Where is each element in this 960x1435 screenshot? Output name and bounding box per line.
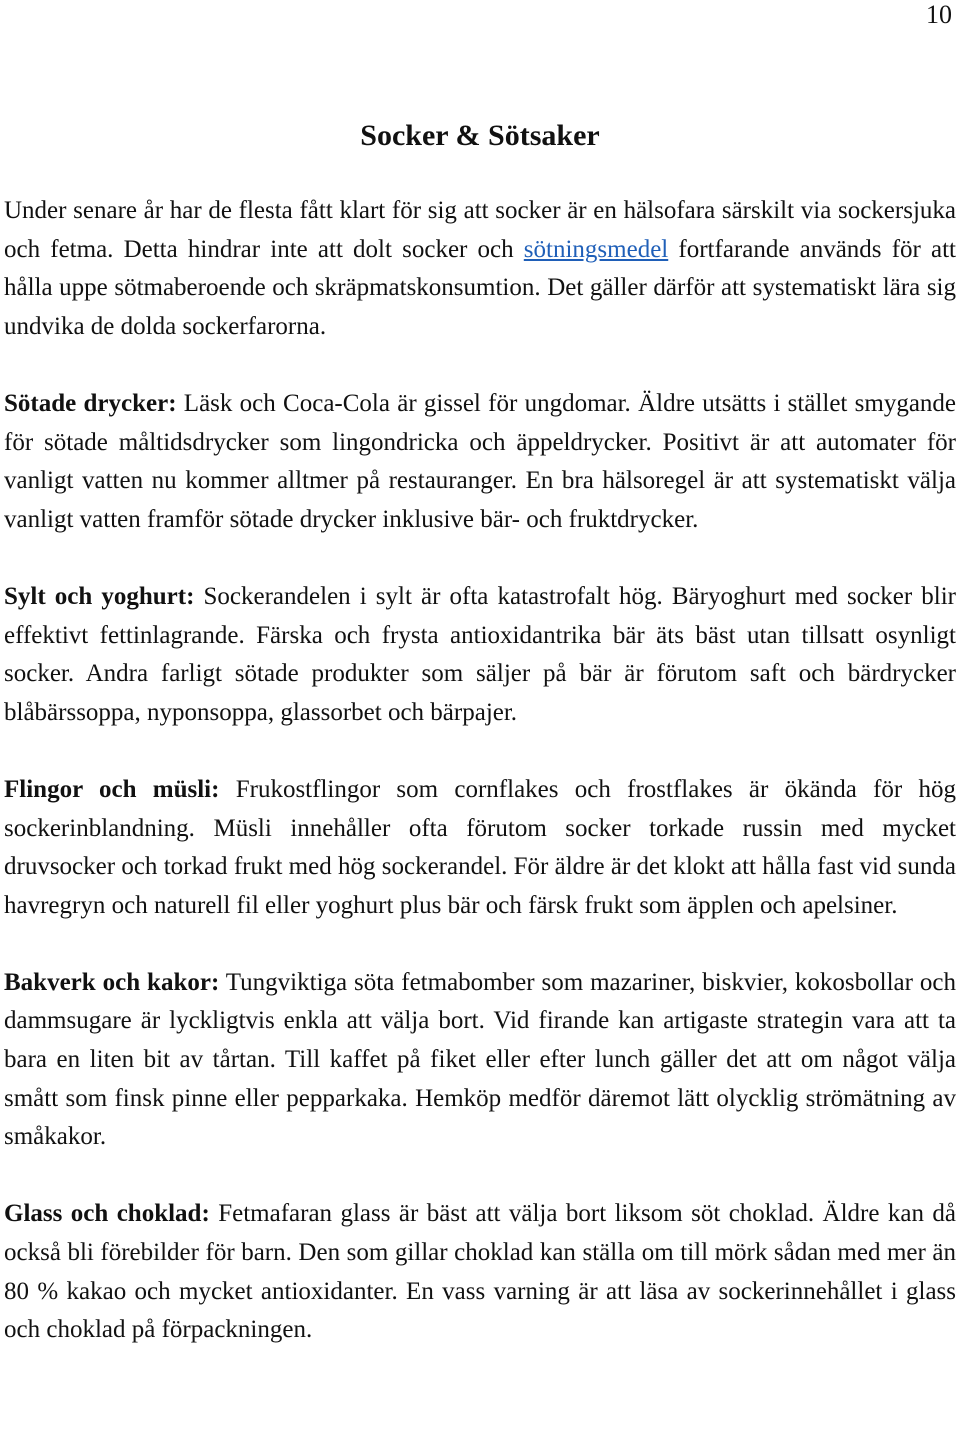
section-heading: Bakverk och kakor: (4, 968, 220, 996)
section-sylt-och-yoghurt (4, 578, 956, 732)
page-title: Socker & Sötsaker (360, 119, 600, 152)
section-text: Sockerandelen i sylt är ofta katastrofalt hög. Bäryoghurt med socker blir effektivt fettinlagrande. Färska och frysta antioxidantrika bär äts bäst utan tillsatt osynligt socker. Andra farligt sötade produkter som säljer på bär är förutom saft och bärdrycker blåbärssoppa, nyponsoppa, glassorbet och bärpajer. (4, 582, 956, 726)
section-heading: Sötade drycker: (4, 389, 177, 417)
sotningsmedel-link[interactable]: sötningsmedel (523, 235, 669, 263)
page-number: 10 (926, 0, 952, 29)
section-heading: Sylt och yoghurt: (4, 582, 195, 610)
section-flingor-och-musli (4, 771, 956, 925)
section-text: Frukostflingor som cornflakes och frostflakes är ökända för hög sockerinblandning. Müsli innehåller ofta förutom socker torkade russin med mycket druvsocker och torkad frukt med hög sockerandel. För äldre är det klokt att hålla fast vid sunda havregryn och naturell fil eller yoghurt plus bär och färsk frukt som äpplen och apelsiner. (4, 775, 956, 919)
intro-text-before-link: Under senare år har de flesta fått klart för sig att socker är en hälsofara särskilt via sockersjuka och fetma. Detta hindrar inte att dolt socker och (4, 197, 956, 263)
section-heading: Glass och choklad: (4, 1200, 210, 1228)
section-bakverk-och-kakor (4, 964, 956, 1157)
section-text: Läsk och Coca-Cola är gissel för ungdomar. Äldre utsätts i stället smygande för sötade måltidsdrycker som lingondricka och äppeldrycker. Positivt är att automater för vanligt vatten nu kommer alltmer på restauranger. En bra hälsoregel är att systematiskt välja vanligt vatten framför sötade drycker inklusive bär- och fruktdrycker. (4, 389, 957, 533)
section-sotade-drycker (4, 385, 956, 539)
section-text: Fetmafaran glass är bäst att välja bort liksom söt choklad. Äldre kan då också bli förebilder för barn. Den som gillar choklad kan ställa om till mörk sådan med mer än 80 % kakao och mycket antioxidanter. En vass varning är att läsa av sockerinnehållet i glass och choklad på förpackningen. (4, 1200, 956, 1344)
section-text: Tungviktiga söta fetmabomber som mazariner, biskvier, kokosbollar och dammsugare är lyckligtvis enkla att välja bort. Vid firande kan artigaste strategin vara att ta bara en liten bit av tårtan. Till kaffet på fiket eller efter lunch gäller det att om något välja smått som finsk pinne eller pepparkaka. Hemköp medför däremot lätt olycklig strömätning av småkakor. (4, 968, 957, 1151)
intro-paragraph (4, 192, 956, 346)
document-body (4, 192, 956, 1350)
section-glass-och-choklad (4, 1195, 956, 1349)
section-heading: Flingor och müsli: (4, 775, 220, 803)
intro-text-after-link: fortfarande används för att hålla uppe sötmaberoende och skräpmatskonsumtion. Det gäller därför att systematiskt lära sig undvika de dolda sockerfarorna. (4, 235, 956, 340)
